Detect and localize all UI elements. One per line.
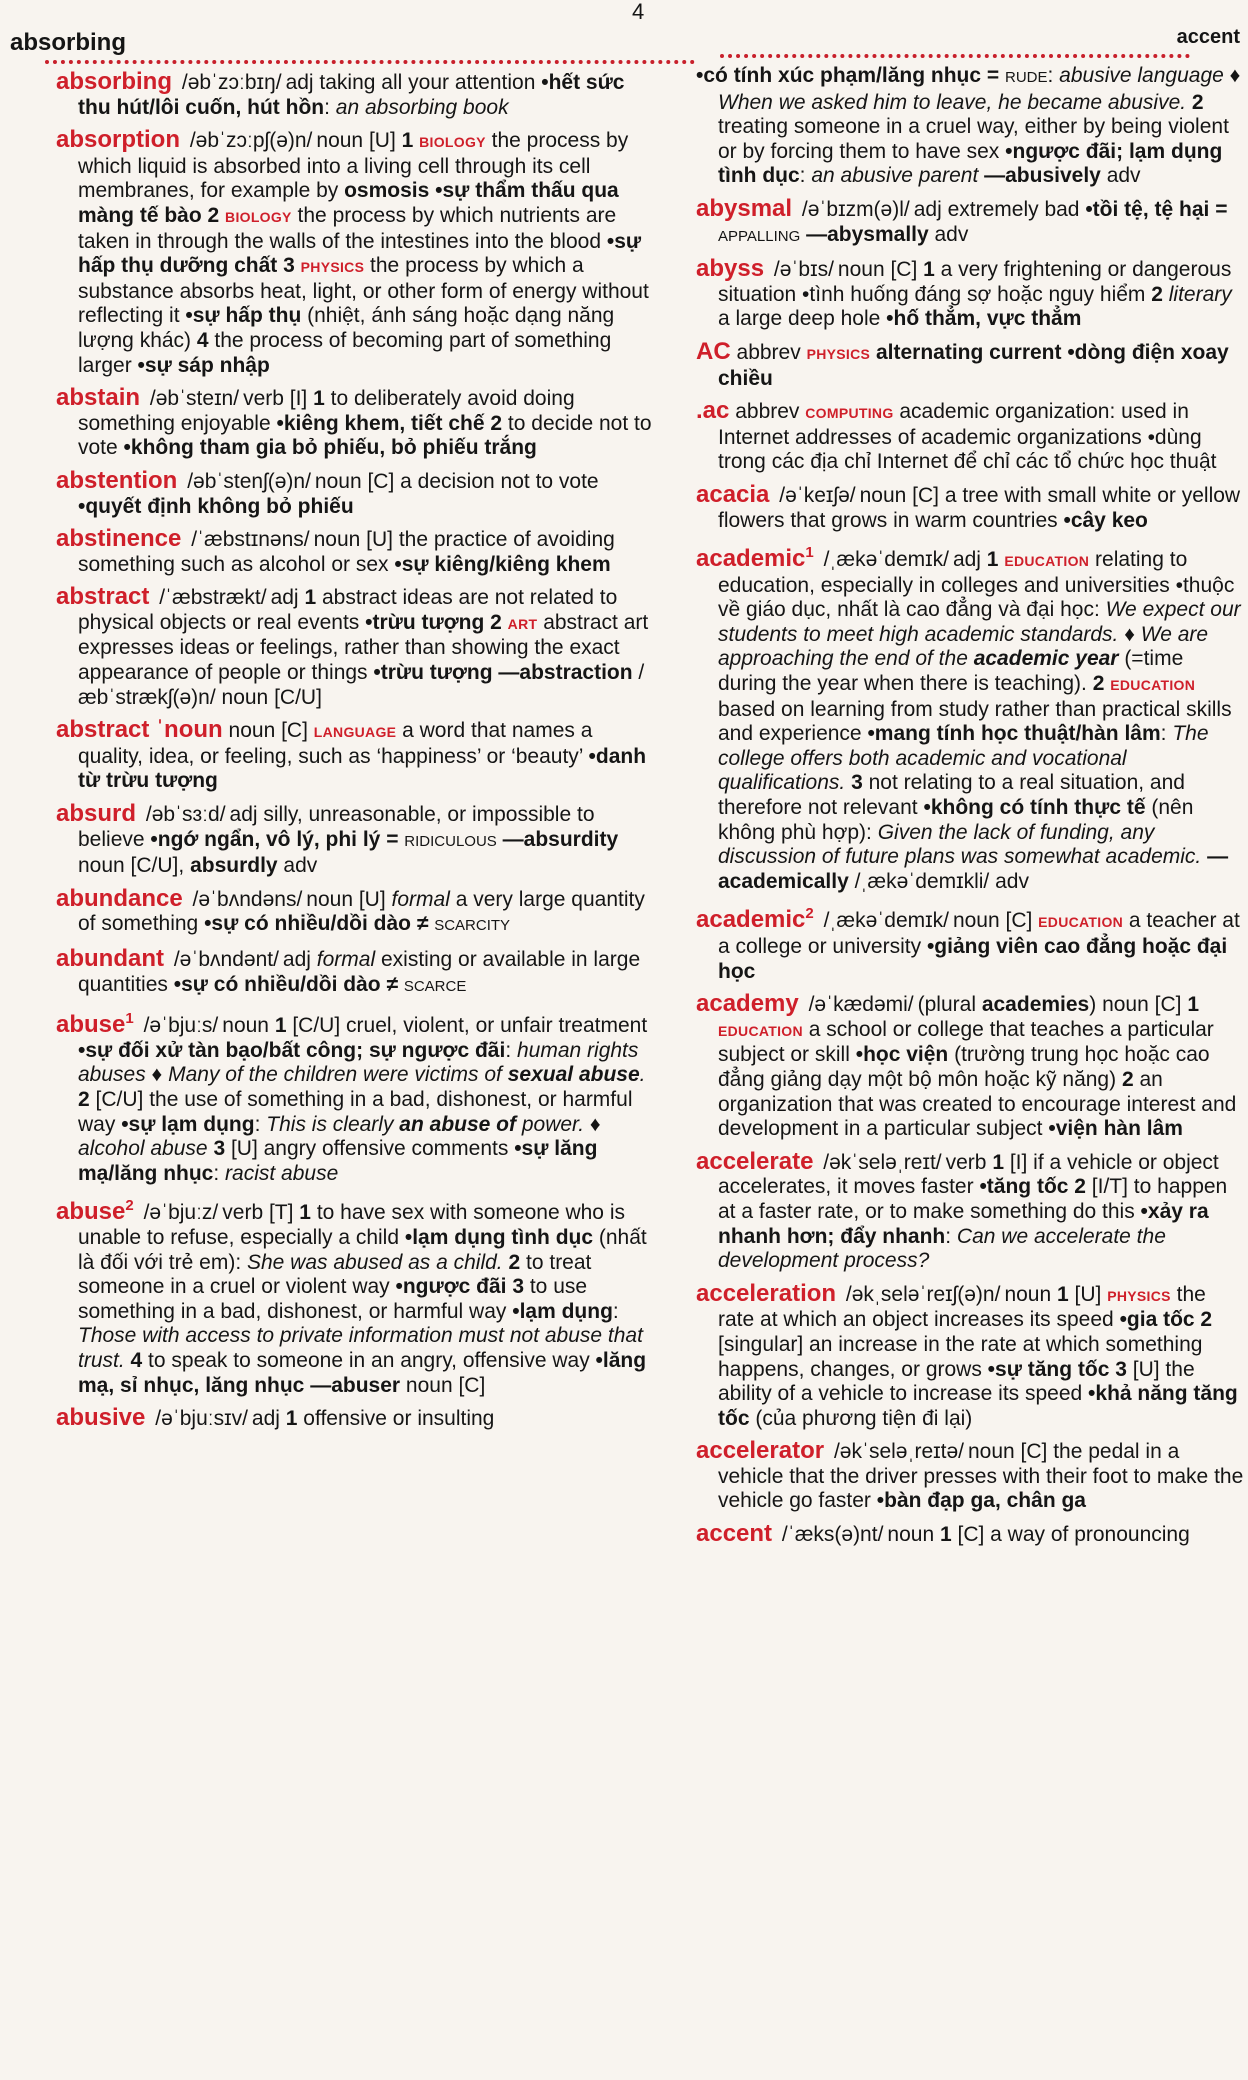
definition-text: The college offers both academic and vocational qualifications.	[718, 722, 1209, 795]
definition-text: adj silly, unreasonable, or impossible to believe	[78, 803, 595, 851]
headword-text: abstract ˈnoun	[56, 716, 223, 744]
definition-text: verb [I]	[243, 387, 314, 411]
definition-text: adj extremely bad	[913, 197, 1086, 221]
definition-text: •danh từ trừu tượng	[78, 744, 647, 793]
dictionary-entry	[56, 386, 656, 461]
definition-text: (trường trung học hoặc cao đẳng giảng dạy một bộ môn hoặc kỹ năng)	[718, 1043, 1210, 1091]
cross-reference: RUDE	[1004, 69, 1048, 86]
headword	[56, 68, 172, 95]
definition-text: adj	[251, 1407, 286, 1431]
definition-text: an abusive parent	[811, 164, 979, 188]
headword	[56, 1198, 134, 1225]
definition-text: •sự có nhiều/dồi dào ≠	[173, 972, 404, 996]
headword	[696, 990, 799, 1017]
definition-text: •bàn đạp ga, chân ga	[876, 1489, 1086, 1513]
headword-text: academy	[696, 990, 799, 1018]
definition-text: (của phương tiện đi lại)	[749, 1406, 973, 1430]
definition-text: :	[213, 1161, 226, 1185]
definition-text: She was abused as a child.	[246, 1250, 503, 1274]
pronunciation: /əˈbʌndənt/	[173, 948, 279, 971]
definition-text: •tăng tốc 2	[979, 1175, 1086, 1199]
headword-text: abusive	[56, 1404, 146, 1432]
definition-text: 2	[1121, 1067, 1134, 1091]
headword	[56, 1404, 145, 1431]
definition-text: 1	[313, 387, 325, 411]
definition-text: abstract art expresses ideas or feelings, rather than showing the exact appearance of people or things	[78, 610, 649, 685]
cross-reference: RIDICULOUS	[404, 832, 497, 850]
definition-text: noun [C/U],	[78, 854, 191, 878]
headword	[56, 716, 223, 743]
dictionary-entry	[696, 1147, 1244, 1274]
headword-text: abstention	[56, 466, 178, 494]
definition-text: noun [C]	[400, 1373, 486, 1397]
dictionary-entry	[56, 947, 656, 999]
definition-text: •sự lạm dụng	[121, 1112, 255, 1136]
definition-text: adj	[282, 948, 317, 971]
dictionary-entry	[696, 1279, 1244, 1432]
dictionary-entry	[56, 884, 656, 939]
dictionary-entry	[696, 902, 1244, 984]
headword-text: abundant	[56, 945, 164, 972]
headword	[696, 545, 814, 572]
dictionary-entry	[56, 802, 656, 879]
headword-text: abyss	[696, 255, 765, 283]
definition-text: a school or college that teaches a particular subject or skill	[718, 1017, 1214, 1067]
headword-text: academic	[696, 906, 806, 934]
headword	[56, 885, 183, 912]
definition-text: [C/U] the use of something in a bad, dishonest, or harmful way	[78, 1087, 633, 1136]
headword	[696, 481, 769, 508]
headword-text: abuse	[56, 1198, 126, 1226]
definition-text: We expect our students to meet high academic standards. ♦ We are approaching the end of the	[718, 598, 1241, 671]
definition-text: •ngược đãi 3	[395, 1275, 525, 1299]
definition-text: an absorbing book	[335, 95, 509, 119]
pronunciation: /əkˈseləˌreɪt/	[823, 1150, 942, 1174]
definition-text: an abuse of	[399, 1112, 516, 1136]
definition-text: —academically	[718, 845, 1229, 893]
definition-text: 1	[304, 586, 317, 610]
dictionary-entry	[696, 1522, 1244, 1548]
definition-text: [I] if a vehicle or object accelerates, it moves faster	[718, 1150, 1219, 1199]
pronunciation: /əˈbɪzm(ə)l/	[801, 197, 910, 221]
subject-label: PHYSICS	[300, 259, 365, 276]
pronunciation: /əˈbjuːz/	[143, 1201, 219, 1225]
column-right	[696, 64, 1244, 1556]
pronunciation: /əbˈsteɪn/	[149, 387, 240, 411]
definition-text: •sự sáp nhập	[137, 353, 270, 377]
definition-text: adj	[952, 548, 987, 572]
subject-label: LANGUAGE	[313, 724, 397, 741]
dictionary-entry	[56, 1007, 656, 1186]
pronunciation: /əˈbʌndəns/	[192, 887, 303, 911]
definition-text: :	[1047, 64, 1060, 87]
definition-text: (=time during the year when there is teaching).	[718, 647, 1184, 696]
definition-text: •sự đối xử tàn bạo/bất công; sự ngược đãi	[78, 1038, 506, 1062]
definition-text: Can we accelerate the development process?	[718, 1224, 1166, 1273]
definition-text: noun [U]	[306, 887, 392, 911]
definition-text: adv	[277, 854, 318, 878]
definition-text: a very frightening or dangerous situation •tình huống đáng sợ hoặc nguy hiểm	[718, 258, 1232, 306]
definition-text: •viện hàn lâm	[1048, 1117, 1183, 1141]
definition-text: to have sex with someone who is unable to refuse, especially a child	[78, 1201, 625, 1249]
definition-text: [I/T] to happen at a faster rate, or to make something do this	[718, 1175, 1228, 1223]
definition-text: (nên không phù hợp):	[718, 796, 1194, 844]
definition-text: [C/U] cruel, violent, or unfair treatment	[286, 1014, 648, 1038]
definition-text: 2	[1151, 282, 1169, 306]
homograph-number: 2	[805, 905, 814, 923]
definition-text: adv	[1100, 164, 1141, 188]
pronunciation: /əkˌseləˈreɪʃ(ə)n/	[845, 1282, 1001, 1306]
dictionary-entry	[696, 480, 1244, 533]
headword	[696, 1437, 824, 1464]
headword	[56, 126, 180, 153]
dictionary-entry	[56, 128, 656, 378]
definition-text: •cây keo	[1063, 508, 1148, 532]
definition-text: 1	[1187, 993, 1199, 1017]
definition-text: •kiêng khem, tiết chế 2	[276, 411, 503, 435]
cross-reference: APPALLING	[718, 227, 801, 245]
guide-word-left: absorbing	[10, 29, 127, 56]
pronunciation: /əˈbjuːsɪv/	[155, 1407, 248, 1431]
dictionary-entry	[696, 194, 1244, 249]
subject-label: EDUCATION	[718, 1022, 803, 1039]
headword-text: abstract	[56, 583, 150, 611]
definition-text: osmosis	[344, 179, 430, 203]
dictionary-entry	[696, 992, 1244, 1142]
headword	[696, 1148, 813, 1175]
definition-text: /ˌækəˈdemɪkli/ adv	[848, 869, 1029, 893]
subject-label: BIOLOGY	[419, 134, 486, 151]
definition-text: a very large quantity of something	[78, 887, 645, 936]
definition-text: noun	[222, 1014, 275, 1038]
definition-text: :	[254, 1112, 267, 1136]
definition-text: :	[505, 1038, 517, 1062]
definition-text: —abusively	[978, 164, 1101, 188]
definition-text: noun [U] the practice of avoiding something such as alcohol or sex	[78, 528, 615, 576]
definition-text: racist abuse	[225, 1161, 339, 1185]
definition-text: abstract ideas are not related to physical objects or real events	[78, 586, 618, 634]
definition-text: •sự có nhiều/dồi dào ≠	[204, 912, 435, 936]
headword	[696, 1520, 772, 1547]
pronunciation: /əbˈsɜːd/	[145, 803, 226, 827]
definition-text: —abysmally	[800, 222, 929, 246]
definition-text: formal	[391, 887, 450, 911]
definition-text: 3	[845, 771, 863, 795]
definition-text: 2	[1186, 90, 1204, 114]
dictionary-entry	[56, 1406, 656, 1432]
definition-text: verb	[945, 1150, 993, 1174]
definition-text: formal	[316, 948, 376, 971]
definition-text: not relating to a real situation, and therefore not relevant	[718, 771, 1185, 820]
definition-text: •không có tính thực tế	[923, 796, 1146, 820]
pronunciation: /əˈkædəmi/	[808, 993, 914, 1017]
definition-text: •trừu tượng —abstraction	[373, 661, 633, 685]
definition-text: :	[324, 95, 336, 119]
definition-text: •xảy ra nhanh hơn; đẩy nhanh	[718, 1199, 1209, 1248]
definition-text: academies	[981, 993, 1090, 1017]
definition-text: verb [T]	[222, 1201, 300, 1225]
subject-label: EDUCATION	[1004, 553, 1090, 570]
definition-text: absurdly	[190, 854, 278, 878]
definition-text: abbrev	[735, 400, 806, 424]
definition-text: •lạm dụng tình dục	[404, 1225, 594, 1249]
definition-text: treating someone in a cruel way, either by being violent or by forcing them to have sex	[718, 115, 1229, 163]
headword-text: absorption	[56, 126, 180, 154]
headword-text: abundance	[56, 884, 183, 912]
definition-text: noun [C] a decision not to vote	[314, 469, 599, 493]
headword-text: abstinence	[56, 525, 182, 553]
definition-text: human rights abuses ♦ Many of the children were victims of	[78, 1038, 639, 1087]
definition-text: 2	[502, 1250, 521, 1274]
pronunciation: /ˈæks(ə)nt/	[781, 1523, 884, 1547]
headword-text: academic	[696, 545, 806, 573]
dictionary-entry	[696, 257, 1244, 332]
definition-text: noun [C] the pedal in a vehicle that the driver presses with their foot to make the vehicle go faster	[718, 1440, 1244, 1513]
headword-text: .ac	[696, 397, 730, 425]
definition-text: power. ♦ alcohol abuse	[78, 1112, 601, 1161]
definition-text: alternating current •dòng điện xoay chiều	[718, 340, 1229, 390]
definition-text: •sự hấp thụ	[185, 304, 302, 328]
dictionary-entry	[56, 527, 656, 577]
pronunciation: /ˌækəˈdemɪk/	[823, 909, 949, 933]
definition-text: :	[945, 1224, 957, 1248]
definition-text: 4	[196, 328, 209, 352]
subject-label: PHYSICS	[1107, 1287, 1171, 1304]
definition-text: adv	[928, 222, 969, 246]
headword	[56, 1011, 134, 1038]
definition-text: (nhiệt, ánh sáng hoặc dạng năng lượng khác)	[78, 304, 615, 352]
definition-text: noun	[1004, 1282, 1058, 1306]
homograph-number: 1	[125, 1010, 134, 1028]
headword-text: abstain	[56, 384, 141, 412]
page-number: 4	[632, 0, 645, 24]
definition-text: —absurdity	[496, 827, 619, 851]
dictionary-entry	[696, 1439, 1244, 1514]
definition-text: Those with access to private information must not abuse that trust.	[78, 1324, 643, 1372]
definition-text: literary	[1168, 282, 1232, 306]
headword-text: abysmal	[696, 194, 793, 222]
definition-text: abbrev	[736, 340, 807, 364]
definition-text: •hết sức thu hút/lôi cuốn, hút hồn	[78, 71, 625, 119]
definition-text: noun [C]	[837, 258, 924, 282]
definition-text: based on learning from study rather than practical skills and experience	[718, 697, 1232, 746]
definition-text: the process by which nutrients are taken in through the walls of the intestines into the blood	[78, 203, 617, 253]
definition-text: an organization that was created to encourage interest and development in a particular subject	[718, 1067, 1237, 1141]
definition-text: 1	[1057, 1282, 1069, 1306]
dictionary-entry	[56, 466, 656, 519]
definition-text: •có tính xúc phạm/lăng nhục =	[696, 64, 1005, 87]
guide-word-right: accent	[1176, 26, 1240, 48]
definition-text: •lạm dụng	[512, 1299, 613, 1323]
definition-text: •sự kiêng/kiêng khem	[394, 552, 611, 576]
definition-text: •sự hấp thụ dưỡng chất 3	[78, 229, 642, 278]
homograph-number: 1	[805, 544, 814, 562]
definition-text: Given the lack of funding, any discussion of future plans was somewhat academic.	[718, 820, 1202, 869]
homograph-number: 2	[125, 1197, 134, 1215]
subject-label: BIOLOGY	[225, 208, 292, 225]
definition-text: noun [U]	[316, 129, 402, 153]
dictionary-entry	[56, 718, 656, 794]
definition-text: •khả năng tăng tốc	[718, 1382, 1238, 1430]
definition-text: (plural	[917, 993, 982, 1017]
definition-text: •không tham gia bỏ phiếu, bỏ phiếu trắng	[123, 436, 537, 460]
definition-text: abusive language ♦ When we asked him to leave, he became abusive.	[718, 64, 1241, 114]
headword	[56, 467, 177, 494]
definition-text: [U]	[1068, 1282, 1108, 1306]
dictionary-entry	[696, 541, 1244, 894]
headword-text: accelerator	[696, 1437, 825, 1465]
definition-text: adj	[270, 586, 305, 610]
pronunciation: /ˌækəˈdemɪk/	[823, 548, 949, 572]
headword	[696, 255, 764, 282]
subject-label: COMPUTING	[805, 405, 894, 422]
definition-text: [singular] an increase in the rate at which something happens, changes, or grows	[718, 1332, 1203, 1381]
definition-text: ) noun [C]	[1089, 993, 1188, 1017]
pronunciation: /əˈbɪs/	[773, 258, 834, 282]
definition-text: 1	[986, 548, 1005, 572]
definition-text: 1	[923, 258, 935, 282]
definition-text: 1	[992, 1150, 1004, 1174]
pronunciation: /ˈæbstɪnəns/	[191, 528, 310, 552]
definition-text: [U] angry offensive comments	[225, 1137, 515, 1161]
definition-text: :	[799, 164, 812, 188]
definition-text: a large deep hole	[718, 307, 887, 331]
definition-text: This is clearly	[266, 1112, 400, 1136]
definition-text: :	[1160, 722, 1173, 746]
definition-text: •mang tính học thuật/hàn lâm	[867, 722, 1161, 746]
definition-text: to decide not to vote	[78, 411, 652, 460]
definition-text: sexual abuse	[507, 1063, 640, 1087]
definition-text: existing or available in large quantities	[78, 948, 641, 996]
definition-text: •hố thẳm, vực thẳm	[886, 307, 1082, 331]
definition-text: •quyết định không bỏ phiếu	[78, 494, 354, 518]
definition-text: •gia tốc 2	[1119, 1308, 1213, 1332]
definition-text: 1	[285, 1407, 298, 1431]
definition-text: academic year	[973, 647, 1119, 671]
definition-text: 1	[299, 1201, 311, 1225]
definition-text: /æbˈstrækʃ(ə)n/ noun [C/U]	[78, 661, 645, 709]
definition-text: •lăng mạ, sỉ nhục, lăng nhục —abuser	[78, 1348, 647, 1397]
subject-label: EDUCATION	[1110, 677, 1196, 694]
headword-text: abuse	[56, 1011, 126, 1039]
headword	[696, 906, 814, 933]
definition-text: a word that names a quality, idea, or feeling, such as ‘happiness’ or ‘beauty’	[78, 719, 593, 768]
column-left	[56, 70, 656, 1440]
definition-text: to use something in a bad, dishonest, or harmful way	[78, 1275, 588, 1323]
definition-text: adj taking all your attention	[285, 71, 542, 94]
pronunciation: /əbˈstenʃ(ə)n/	[187, 469, 311, 493]
header-rule	[720, 54, 1190, 58]
definition-text: [U] the ability of a vehicle to increase its speed	[718, 1357, 1195, 1406]
definition-text: 4	[124, 1348, 143, 1372]
definition-text: •trừu tượng 2	[365, 610, 508, 634]
subject-label: EDUCATION	[1038, 914, 1124, 931]
headword	[696, 397, 729, 424]
headword	[56, 583, 149, 610]
subject-label: PHYSICS	[806, 345, 871, 362]
headword-text: acceleration	[696, 1279, 837, 1307]
definition-text: noun [C]	[228, 719, 314, 743]
dictionary-entry	[56, 70, 656, 120]
pronunciation: /əbˈzɔːbɪŋ/	[181, 71, 282, 94]
header-rule	[45, 60, 695, 64]
dictionary-entry	[696, 337, 1244, 391]
definition-text: •tồi tệ, tệ hại =	[1085, 197, 1228, 221]
definition-text: offensive or insulting	[297, 1407, 495, 1431]
definition-text: •sự thẩm thấu qua màng tế bào 2	[78, 179, 619, 227]
definition-text: noun [C] a tree with small white or yellow flowers that grows in warm countries	[718, 483, 1241, 532]
cross-reference: SCARCITY	[434, 917, 511, 935]
headword	[696, 338, 731, 365]
definition-text: 1	[401, 129, 420, 153]
definition-text: academic organization: used in Internet addresses of academic organizations •dùng trong các địa chỉ Internet để chỉ các tổ chức học thuật	[718, 400, 1217, 474]
pronunciation: /əbˈzɔːpʃ(ə)n/	[189, 129, 313, 153]
definition-text: :	[612, 1299, 619, 1323]
headword	[56, 384, 140, 411]
definition-text: 1	[939, 1523, 952, 1547]
definition-text: a teacher at a college or university	[718, 909, 1240, 958]
definition-text: •sự tăng tốc 3	[987, 1357, 1127, 1381]
headword-text: accelerate	[696, 1147, 814, 1175]
pronunciation: /əˈkeɪʃə/	[779, 483, 856, 507]
headword	[696, 1280, 836, 1307]
definition-text: to speak to someone in an angry, offensive way	[142, 1348, 596, 1372]
pronunciation: /əkˈseləˌreɪtə/	[833, 1440, 964, 1464]
definition-text: noun [C]	[952, 909, 1039, 933]
headword-text: absorbing	[56, 68, 173, 95]
definition-text: (nhất là đối với trẻ em):	[78, 1225, 647, 1274]
headword-text: accent	[696, 1520, 773, 1548]
dictionary-entry	[696, 399, 1244, 475]
headword-text: acacia	[696, 480, 770, 508]
definition-text: •học viện	[855, 1043, 949, 1067]
definition-text: 2	[78, 1087, 90, 1111]
pronunciation: /əˈbjuːs/	[143, 1014, 219, 1038]
subject-label: ART	[507, 615, 538, 632]
dictionary-entry	[696, 64, 1244, 189]
definition-text: •ngược đãi; lạm dụng tình dục	[718, 139, 1223, 188]
headword	[56, 800, 136, 827]
headword-text: absurd	[56, 800, 137, 828]
definition-text: the process by which liquid is absorbed into a living cell through its cell membranes, for example by	[78, 129, 629, 203]
definition-text: relating to education, especially in colleges and universities •thuộc về giáo dục, nhất là cao đẳng và đại học:	[718, 548, 1235, 622]
cross-reference: SCARCE	[403, 977, 467, 995]
definition-text: the process of becoming part of something larger	[78, 328, 612, 377]
pronunciation: /ˈæbstrækt/	[159, 586, 267, 610]
headword	[696, 195, 792, 222]
definition-text: 1	[274, 1014, 287, 1038]
definition-text: •ngớ ngẩn, vô lý, phi lý =	[150, 827, 405, 851]
dictionary-entry	[56, 1194, 656, 1398]
definition-text: to deliberately avoid doing something enjoyable	[78, 387, 575, 435]
headword-text: AC	[696, 337, 731, 365]
definition-text: .	[639, 1063, 646, 1087]
definition-text: to treat someone in a cruel or violent way	[78, 1250, 592, 1299]
definition-text: •giảng viên cao đẳng hoặc đại học	[718, 935, 1228, 983]
definition-text: 2	[1092, 672, 1111, 696]
definition-text: the rate at which an object increases its speed	[718, 1282, 1206, 1332]
definition-text: 3	[207, 1137, 226, 1161]
headword	[56, 525, 181, 552]
dictionary-entry	[56, 585, 656, 710]
definition-text: noun	[887, 1523, 940, 1547]
headword	[56, 945, 164, 972]
definition-text: the process by which a substance absorbs heat, light, or other form of energy without reflecting it	[78, 254, 649, 328]
definition-text: [C] a way of pronouncing	[951, 1523, 1190, 1547]
definition-text: •sự lăng mạ/lăng nhục	[78, 1137, 598, 1185]
